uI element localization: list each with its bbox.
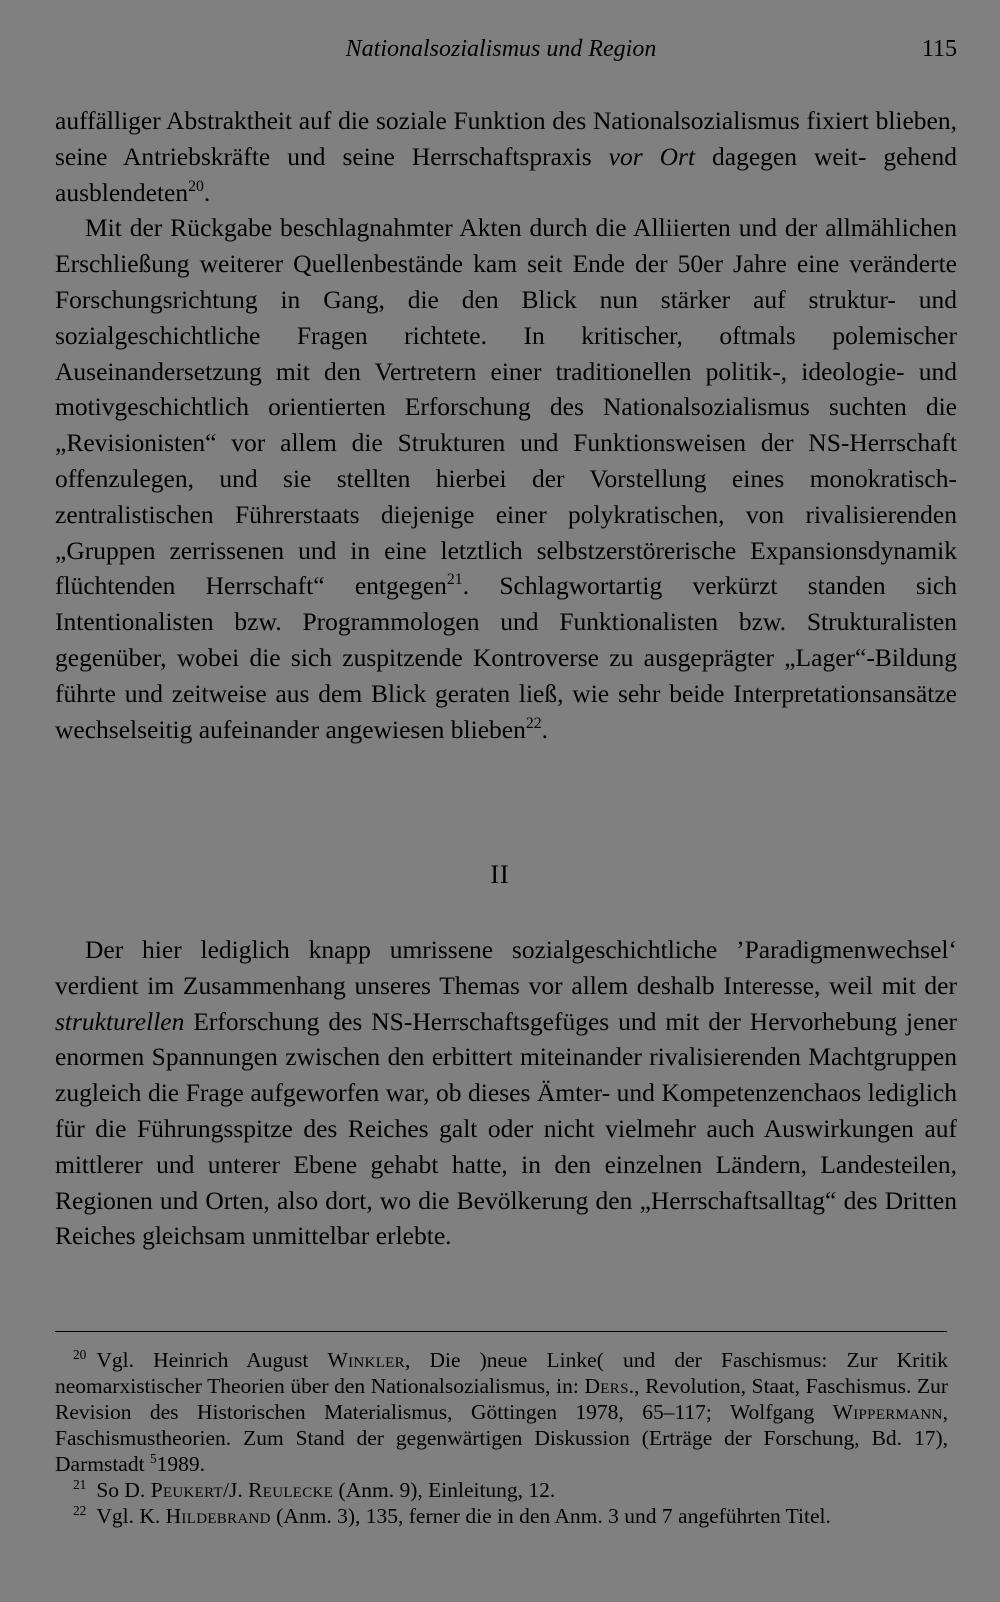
emphasis-text: strukturellen xyxy=(55,1006,185,1036)
paragraph-continued xyxy=(55,103,957,210)
footnote-divider xyxy=(55,1331,947,1332)
author-name: Winkler xyxy=(327,1348,405,1372)
footnote-number: 22 xyxy=(73,1502,87,1518)
text-segment: Mit der Rückgabe beschlagnahmter Akten durch die Alliierten und der allmählichen Erschließung weiterer Quellenbestände kam seit Ende der 50er Jahre eine veränderte Forschungsrichtung in Gang, die den Blick nun stärker auf struktur- und sozialgeschichtliche Fragen richtete. In kritischer, oftmals polemischer Auseinandersetzung mit den Vertretern einer traditionellen politik-, ideologie- und motivgeschichtlich orientierten Erforschung des Nationalsozialismus suchten die „Revisionisten“ vor allem die Strukturen und Funktionsweisen der NS-Herrschaft offenzulegen, und sie stellten hierbei der Vorstellung eines monokratisch- zentralistischen Führerstaats diejenige einer polykratischen, von rivalisierenden „Gruppen zerrissenen und in eine letztlich selbstzerstörerische Expansionsdynamik flüchtenden Herrschaft“ entgegen xyxy=(55,213,957,601)
footnotes xyxy=(55,1347,948,1529)
text-segment: gehend ausblendeten xyxy=(55,141,957,207)
paragraph xyxy=(55,210,957,747)
text-segment: (Anm. 9), Einleitung, 12. xyxy=(333,1478,556,1502)
text-segment: Erforschung des NS-Herrschaftsgefüges und mit der Hervorhebung jener enormen Spannungen zwischen den erbittert miteinander rivalisierenden Machtgruppen zugleich die Frage aufgeworfen war, ob dieses Ämter- und Kompetenzenchaos lediglich für die Führungsspitze des Reiches galt oder nicht vielmehr auch Auswirkungen auf mittlerer und unterer Ebene gehabt hatte, in den einzelnen Ländern, Landesteilen, Regionen und Orten, also dort, wo die Bevölkerung den „Herrschaftsalltag“ des Dritten Reiches gleichsam unmittelbar erlebte. xyxy=(55,1006,957,1251)
footnote-22 xyxy=(55,1503,948,1529)
author-name: Peukert xyxy=(150,1478,224,1502)
author-name: Ders xyxy=(584,1374,629,1398)
text-segment: So D. xyxy=(96,1478,151,1502)
text-segment: , Faschismustheorien. Zum Stand der gegenwärtigen Diskussion (Erträge der Forschung, Bd. 17), Darmstadt xyxy=(55,1400,948,1476)
emphasis-text: vor Ort xyxy=(608,141,696,171)
text-segment: blieben, seine Antriebskräfte und seine Herrschaftspraxis xyxy=(55,106,957,171)
author-name: Reulecke xyxy=(248,1478,334,1502)
text-segment: /J. xyxy=(223,1478,249,1502)
footnote-number: 20 xyxy=(73,1346,87,1362)
page-header xyxy=(55,36,957,70)
edition-superscript: 5 xyxy=(149,1450,157,1466)
text-segment: , Die )neue Linke( und der Faschismus: Zur Kritik neomarxistischer Theorien über den Nationalsozialismus, in: xyxy=(55,1348,948,1398)
text-segment: Vgl. Heinrich August xyxy=(96,1348,328,1372)
section-text xyxy=(55,932,957,1254)
running-title: Nationalsozialismus und Region xyxy=(345,36,657,62)
footnote-reference-21[interactable]: 21 xyxy=(446,571,463,589)
footnote-21 xyxy=(55,1477,948,1503)
author-name: Wippermann xyxy=(832,1400,943,1424)
text-segment: auffälliger Abstraktheit auf die soziale Funktion des Nationalsozialismus fixiert xyxy=(55,106,869,135)
text-segment: ., Revolution, Staat, Faschismus. Zur Revision des Historischen Materialismus, Göttingen 1978, 65–117; Wolfgang xyxy=(55,1374,948,1424)
text-segment: . Schlagwortartig verkürzt standen sich Intentionalisten bzw. Programmologen und Funktionalisten bzw. Strukturalisten gegenüber, wobei die sich zuspitzende Kontroverse zu ausgeprägter „Lager“-Bildung führte und zeitweise aus dem Blick geraten ließ, wie sehr beide Interpretationsansätze wechselseitig aufeinander angewiesen blieben xyxy=(55,571,957,744)
footnote-number: 21 xyxy=(73,1476,87,1492)
author-name: Hildebrand xyxy=(165,1504,271,1528)
text-segment: . xyxy=(203,177,211,207)
page-number: 115 xyxy=(921,36,957,62)
text-segment: (Anm. 3), 135, ferner die in den Anm. 3 und 7 angeführten Titel. xyxy=(270,1504,831,1528)
text-segment: Der hier lediglich knapp umrissene sozialgeschichtliche ’Paradigmenwechsel‘ verdient im Zusammenhang unseres Themas vor allem deshalb Interesse, weil mit der xyxy=(55,935,957,1000)
text-segment: 1989. xyxy=(156,1452,205,1476)
text-segment: dagegen weit- xyxy=(695,141,867,171)
footnote-reference-20[interactable]: 20 xyxy=(188,177,204,195)
footnote-20 xyxy=(55,1347,948,1477)
body-text xyxy=(55,103,957,747)
text-segment: . xyxy=(541,714,549,744)
text-segment: Vgl. K. xyxy=(96,1504,166,1528)
footnote-reference-22[interactable]: 22 xyxy=(525,714,542,732)
section-heading: II xyxy=(490,860,510,889)
paragraph xyxy=(55,932,957,1254)
